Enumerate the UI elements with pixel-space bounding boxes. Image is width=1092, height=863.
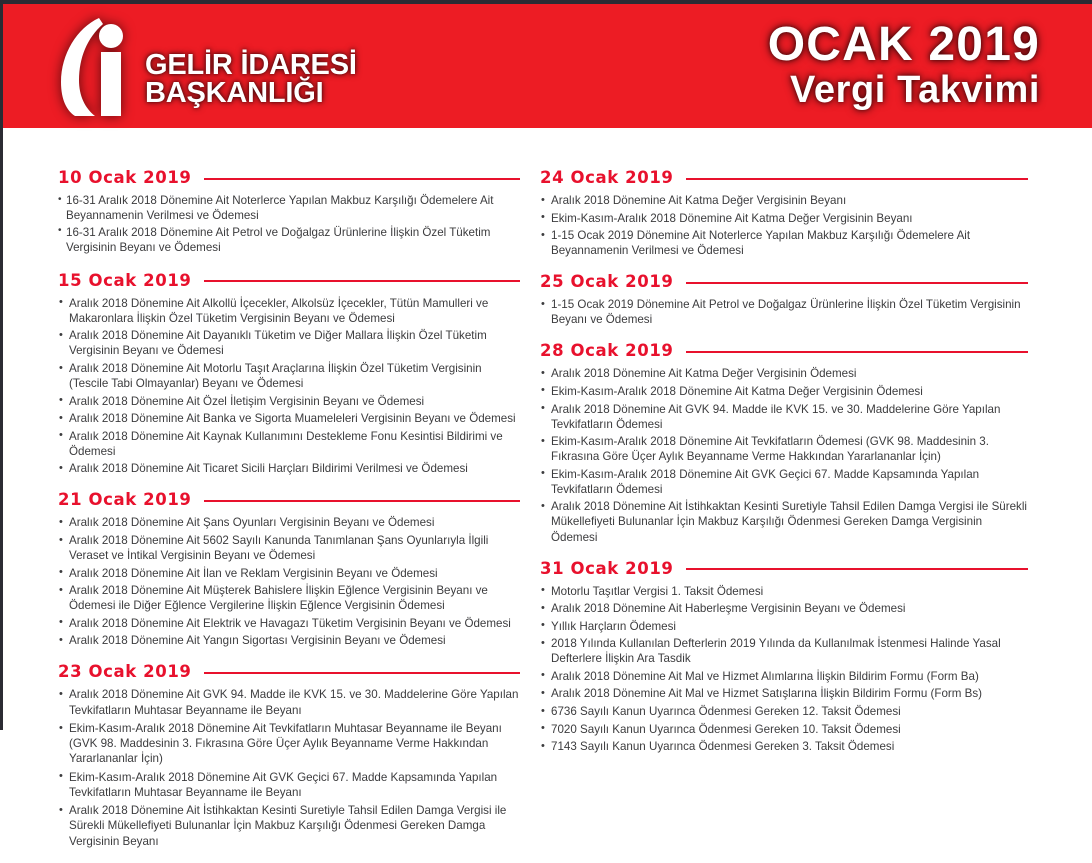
obligation-list <box>540 366 1028 544</box>
date-section-28-ocak <box>540 341 1028 544</box>
obligation-list <box>540 297 1028 327</box>
list-item: • Ekim-Kasım-Aralık 2018 Dönemine Ait GVK Geçici 67. Madde Kapsamında Yapılan Tevkifatların Ödemesi <box>540 467 1028 497</box>
list-item: • Aralık 2018 Dönemine Ait Şans Oyunları Vergisinin Beyanı ve Ödemesi <box>58 515 520 530</box>
list-item: • 1-15 Ocak 2019 Dönemine Ait Petrol ve Doğalgaz Ürünlerine İlişkin Özel Tüketim Vergisinin Beyanı ve Ödemesi <box>540 297 1028 327</box>
page-title <box>767 18 1040 111</box>
list-item: • Aralık 2018 Dönemine Ait Kaynak Kullanımını Destekleme Fonu Kesintisi Bildirimi ve Ödemesi <box>58 429 520 459</box>
list-item: • 16-31 Aralık 2018 Dönemine Ait Petrol ve Doğalgaz Ürünlerine İlişkin Özel Tüketim Vergisinin Beyanı ve Ödemesi <box>58 225 520 255</box>
list-item: • Aralık 2018 Dönemine Ait Banka ve Sigorta Muameleleri Vergisinin Beyanı ve Ödemesi <box>58 411 520 426</box>
list-item: • Aralık 2018 Dönemine Ait Mal ve Hizmet Satışlarına İlişkin Bildirim Formu (Form Bs) <box>540 686 1028 701</box>
list-item: • Aralık 2018 Dönemine Ait Haberleşme Vergisinin Beyanı ve Ödemesi <box>540 601 1028 616</box>
section-date-label: 25 Ocak 2019 <box>540 272 674 292</box>
list-item: • 6736 Sayılı Kanun Uyarınca Ödenmesi Gereken 12. Taksit Ödemesi <box>540 704 1028 719</box>
list-item: • Aralık 2018 Dönemine Ait Elektrik ve Havagazı Tüketim Vergisinin Beyanı ve Ödemesi <box>58 616 520 631</box>
section-date-label: 15 Ocak 2019 <box>58 270 192 290</box>
section-header <box>540 168 1028 187</box>
list-item: • Ekim-Kasım-Aralık 2018 Dönemine Ait GVK Geçici 67. Madde Kapsamında Yapılan Tevkifatların Muhtasar Beyanname ile Beyanı <box>58 770 520 800</box>
list-item: • Aralık 2018 Dönemine Ait Katma Değer Vergisinin Ödemesi <box>540 366 1028 381</box>
section-divider <box>204 500 521 502</box>
section-date-label: 28 Ocak 2019 <box>540 341 674 361</box>
organization-name <box>145 49 357 110</box>
list-item: • 1-15 Ocak 2019 Dönemine Ait Noterlerce Yapılan Makbuz Karşılığı Ödemelere Ait Beyannamenin Verilmesi ve Ödemesi <box>540 228 1028 258</box>
list-item: • 7143 Sayılı Kanun Uyarınca Ödenmesi Gereken 3. Taksit Ödemesi <box>540 739 1028 754</box>
obligation-list <box>58 687 520 848</box>
list-item: • Motorlu Taşıtlar Vergisi 1. Taksit Ödemesi <box>540 584 1028 599</box>
obligation-list <box>58 296 520 477</box>
title-subtitle: Vergi Takvimi <box>790 69 1040 111</box>
list-item: • Ekim-Kasım-Aralık 2018 Dönemine Ait Tevkifatların Ödemesi (GVK 98. Maddesinin 3. Fıkrasına Göre Üçer Aylık Beyanname Verme Hakkından Yararlananlar İçin) <box>540 434 1028 464</box>
list-item: • Ekim-Kasım-Aralık 2018 Dönemine Ait Katma Değer Vergisinin Beyanı <box>540 211 1028 226</box>
section-date-label: 10 Ocak 2019 <box>58 168 192 187</box>
section-header <box>58 662 520 681</box>
section-header <box>58 490 520 509</box>
list-item: • 2018 Yılında Kullanılan Defterlerin 2019 Yılında da Kullanılmak İstenmesi Halinde Yasal Defterlere İlişkin Ara Tasdik <box>540 636 1028 666</box>
list-item: • Aralık 2018 Dönemine Ait 5602 Sayılı Kanunda Tanımlanan Şans Oyunlarıyla İlgili Veraset ve İntikal Vergisinin Beyanı ve Ödemesi <box>58 533 520 563</box>
list-item: • Aralık 2018 Dönemine Ait GVK 94. Madde ile KVK 15. ve 30. Maddelerine Göre Yapılan Tevkifatların Muhtasar Beyanname ile Beyanı <box>58 687 520 717</box>
calendar-content <box>0 168 1092 863</box>
logo-line-2: BAŞKANLIĞI <box>145 77 324 110</box>
section-date-label: 21 Ocak 2019 <box>58 490 192 510</box>
list-item: • 16-31 Aralık 2018 Dönemine Ait Noterlerce Yapılan Makbuz Karşılığı Ödemelere Ait Beyannamenin Verilmesi ve Ödemesi <box>58 193 520 223</box>
obligation-list <box>540 584 1028 755</box>
section-divider <box>204 280 521 282</box>
page-header <box>3 4 1092 128</box>
section-divider <box>204 178 521 180</box>
obligation-list <box>58 193 520 255</box>
section-header <box>58 168 520 187</box>
calendar-column-right <box>530 168 1068 863</box>
section-header <box>540 341 1028 360</box>
section-divider <box>686 178 1029 180</box>
obligation-list <box>540 193 1028 258</box>
date-section-23-ocak <box>58 662 520 848</box>
section-divider <box>204 672 521 674</box>
section-header <box>540 272 1028 291</box>
list-item: • 7020 Sayılı Kanun Uyarınca Ödenmesi Gereken 10. Taksit Ödemesi <box>540 722 1028 737</box>
section-divider <box>686 351 1029 353</box>
organization-logo <box>55 16 357 118</box>
list-item: • Aralık 2018 Dönemine Ait Dayanıklı Tüketim ve Diğer Mallara İlişkin Özel Tüketim Vergisinin Beyanı ve Ödemesi <box>58 328 520 358</box>
date-section-21-ocak <box>58 490 520 648</box>
section-date-label: 24 Ocak 2019 <box>540 168 674 187</box>
list-item: • Aralık 2018 Dönemine Ait Yangın Sigortası Vergisinin Beyanı ve Ödemesi <box>58 633 520 648</box>
list-item: • Aralık 2018 Dönemine Ait Katma Değer Vergisinin Beyanı <box>540 193 1028 208</box>
date-section-10-ocak <box>58 168 520 255</box>
section-header <box>540 559 1028 578</box>
title-month-year: OCAK 2019 <box>767 18 1040 71</box>
list-item: • Aralık 2018 Dönemine Ait GVK 94. Madde ile KVK 15. ve 30. Maddelerine Göre Yapılan Tevkifatların Ödemesi <box>540 402 1028 432</box>
list-item: • Aralık 2018 Dönemine Ait Ticaret Sicili Harçları Bildirimi Verilmesi ve Ödemesi <box>58 461 520 476</box>
list-item: • Yıllık Harçların Ödemesi <box>540 619 1028 634</box>
list-item: • Aralık 2018 Dönemine Ait İstihkaktan Kesinti Suretiyle Tahsil Edilen Damga Vergisi ile Sürekli Mükellefiyeti Bulunanlar İçin Makbuz Karşılığı Ödenmesi Gereken Damga Vergisinin Ödemesi <box>540 499 1028 544</box>
logo-line-1: GELİR İDARESİ <box>145 49 357 82</box>
section-header <box>58 271 520 290</box>
list-item: • Aralık 2018 Dönemine Ait Müşterek Bahislere İlişkin Eğlence Vergisinin Beyanı ve Ödemesi ile Diğer Eğlence Vergilerine İlişkin Eğlence Vergisinin Ödemesi <box>58 583 520 613</box>
list-item: • Aralık 2018 Dönemine Ait İstihkaktan Kesinti Suretiyle Tahsil Edilen Damga Vergisi ile Sürekli Mükellefiyeti Bulunanlar İçin Makbuz Karşılığı Ödenmesi Gereken Damga Vergisinin Beyanı <box>58 803 520 848</box>
list-item: • Aralık 2018 Dönemine Ait Alkollü İçecekler, Alkolsüz İçecekler, Tütün Mamulleri ve Makaronlara İlişkin Özel Tüketim Vergisinin Beyanı ve Ödemesi <box>58 296 520 326</box>
section-divider <box>686 568 1029 570</box>
date-section-15-ocak <box>58 271 520 477</box>
gib-gi-monogram-icon <box>55 16 141 118</box>
list-item: • Ekim-Kasım-Aralık 2018 Dönemine Ait Tevkifatların Muhtasar Beyanname ile Beyanı (GVK 98. Maddesinin 3. Fıkrasına Göre Üçer Aylık Beyanname Verme Hakkından Yararlananlar İçin) <box>58 721 520 766</box>
list-item: • Aralık 2018 Dönemine Ait Motorlu Taşıt Araçlarına İlişkin Özel Tüketim Vergisinin (Tescile Tabi Olmayanlar) Beyanı ve Ödemesi <box>58 361 520 391</box>
date-section-31-ocak <box>540 559 1028 755</box>
list-item: • Ekim-Kasım-Aralık 2018 Dönemine Ait Katma Değer Vergisinin Ödemesi <box>540 384 1028 399</box>
section-divider <box>686 282 1029 284</box>
calendar-column-left <box>0 168 530 863</box>
date-section-25-ocak <box>540 272 1028 327</box>
date-section-24-ocak <box>540 168 1028 258</box>
obligation-list <box>58 515 520 648</box>
list-item: • Aralık 2018 Dönemine Ait Özel İletişim Vergisinin Beyanı ve Ödemesi <box>58 394 520 409</box>
list-item: • Aralık 2018 Dönemine Ait Mal ve Hizmet Alımlarına İlişkin Bildirim Formu (Form Ba) <box>540 669 1028 684</box>
list-item: • Aralık 2018 Dönemine Ait İlan ve Reklam Vergisinin Beyanı ve Ödemesi <box>58 566 520 581</box>
section-date-label: 23 Ocak 2019 <box>58 662 192 682</box>
section-date-label: 31 Ocak 2019 <box>540 558 674 578</box>
